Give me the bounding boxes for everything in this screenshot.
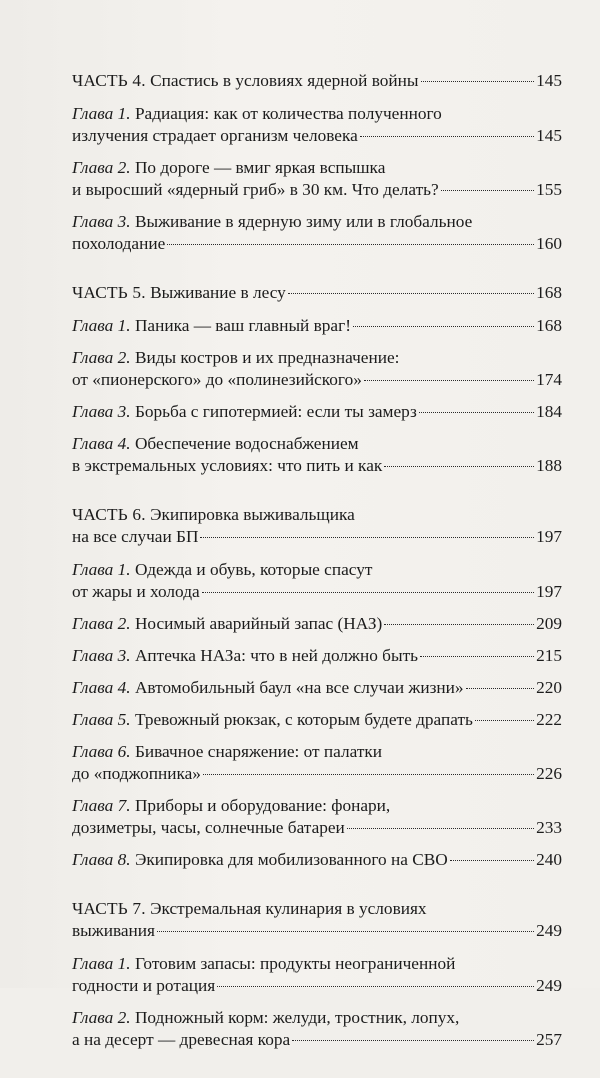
entry-line bbox=[72, 526, 562, 548]
chapter-entry bbox=[72, 347, 562, 391]
chapter-entry bbox=[72, 401, 562, 423]
entry-line bbox=[72, 849, 562, 871]
chapter-label: Глава 6. bbox=[72, 742, 131, 761]
entry-line bbox=[72, 677, 562, 699]
entry-title-text: Паника — ваш главный враг! bbox=[134, 316, 351, 335]
entry-text bbox=[72, 709, 473, 731]
chapter-label: Глава 3. bbox=[72, 402, 131, 421]
part-heading bbox=[72, 282, 562, 304]
entry-text bbox=[72, 504, 355, 526]
dot-leader bbox=[384, 466, 534, 467]
entry-line bbox=[72, 817, 562, 839]
entry-line bbox=[72, 1029, 562, 1051]
dot-leader bbox=[475, 720, 534, 721]
entry-title-text: в экстремальных условиях: что пить и как bbox=[72, 456, 383, 475]
entry-text bbox=[72, 975, 215, 997]
entry-title-text: от жары и холода bbox=[72, 582, 200, 601]
dot-leader bbox=[202, 592, 534, 593]
entry-title-text: Автомобильный баул «на все случаи жизни» bbox=[134, 678, 464, 697]
entry-line bbox=[72, 369, 562, 391]
entry-line bbox=[72, 953, 562, 975]
page-number: 184 bbox=[536, 402, 562, 421]
part-heading bbox=[72, 504, 562, 548]
entry-title-text: Носимый аварийный запас (НАЗ) bbox=[134, 614, 383, 633]
entry-title-text: Одежда и обувь, которые спасут bbox=[134, 560, 373, 579]
chapter-label: Глава 8. bbox=[72, 850, 131, 869]
page-number: 145 bbox=[536, 71, 562, 90]
entry-title-text: Готовим запасы: продукты неограниченной bbox=[134, 954, 456, 973]
entry-text bbox=[72, 645, 418, 667]
entry-text bbox=[72, 763, 201, 785]
entry-title-text: Аптечка НАЗа: что в ней должно быть bbox=[134, 646, 419, 665]
part-label: ЧАСТЬ 5. bbox=[72, 283, 146, 302]
entry-text bbox=[72, 613, 382, 635]
entry-line bbox=[72, 898, 562, 920]
page-number: 220 bbox=[536, 678, 562, 697]
entry-line bbox=[72, 559, 562, 581]
chapter-label: Глава 2. bbox=[72, 348, 131, 367]
chapter-label: Глава 2. bbox=[72, 1008, 131, 1027]
page-number: 145 bbox=[536, 126, 562, 145]
entry-title-text: на все случаи БП bbox=[72, 527, 199, 546]
page-number: 249 bbox=[536, 976, 562, 995]
entry-title-text: излучения страдает организм человека bbox=[72, 126, 358, 145]
page-number: 168 bbox=[536, 283, 562, 302]
dot-leader bbox=[441, 190, 534, 191]
entry-line bbox=[72, 581, 562, 603]
dot-leader bbox=[450, 860, 534, 861]
chapter-label: Глава 3. bbox=[72, 212, 131, 231]
entry-title-text: Обеспечение водоснабжением bbox=[134, 434, 359, 453]
chapter-label: Глава 1. bbox=[72, 104, 131, 123]
page-number: 209 bbox=[536, 614, 562, 633]
dot-leader bbox=[167, 244, 534, 245]
entry-text bbox=[72, 157, 385, 179]
page-number: 233 bbox=[536, 818, 562, 837]
entry-title-text: Тревожный рюкзак, с которым будете драпать bbox=[134, 710, 473, 729]
toc-part bbox=[72, 70, 562, 255]
toc-part bbox=[72, 898, 562, 1051]
entry-text bbox=[72, 1007, 459, 1029]
dot-leader bbox=[421, 81, 535, 82]
entry-title-text: годности и ротация bbox=[72, 976, 216, 995]
entry-title-text: Выживание в лесу bbox=[150, 283, 286, 302]
chapter-entry bbox=[72, 795, 562, 839]
entry-line bbox=[72, 709, 562, 731]
dot-leader bbox=[420, 656, 534, 657]
entry-text bbox=[72, 953, 455, 975]
entry-title-text: Бивачное снаряжение: от палатки bbox=[134, 742, 383, 761]
page-number: 222 bbox=[536, 710, 562, 729]
chapter-label: Глава 2. bbox=[72, 614, 131, 633]
chapter-entry bbox=[72, 953, 562, 997]
entry-line bbox=[72, 282, 562, 304]
chapter-entry bbox=[72, 559, 562, 603]
entry-text bbox=[72, 1029, 290, 1051]
entry-text bbox=[72, 315, 351, 337]
dot-leader bbox=[353, 326, 534, 327]
chapter-entry bbox=[72, 315, 562, 337]
chapter-entry bbox=[72, 433, 562, 477]
dot-leader bbox=[200, 537, 534, 538]
entry-line bbox=[72, 455, 562, 477]
entry-text bbox=[72, 70, 419, 92]
chapter-label: Глава 7. bbox=[72, 796, 131, 815]
entry-line bbox=[72, 315, 562, 337]
entry-title-text: и выросший «ядерный гриб» в 30 км. Что делать? bbox=[72, 180, 439, 199]
chapter-label: Глава 1. bbox=[72, 954, 131, 973]
part-label: ЧАСТЬ 4. bbox=[72, 71, 146, 90]
entry-line bbox=[72, 103, 562, 125]
page-number: 155 bbox=[536, 180, 562, 199]
chapter-label: Глава 5. bbox=[72, 710, 131, 729]
dot-leader bbox=[217, 986, 534, 987]
page-number: 249 bbox=[536, 921, 562, 940]
chapter-entry bbox=[72, 849, 562, 871]
chapter-entry bbox=[72, 613, 562, 635]
entry-text bbox=[72, 455, 382, 477]
page-number: 257 bbox=[536, 1030, 562, 1049]
chapter-entry bbox=[72, 645, 562, 667]
entry-title-text: дозиметры, часы, солнечные батареи bbox=[72, 818, 345, 837]
entry-title-text: выживания bbox=[72, 921, 156, 940]
entry-line bbox=[72, 504, 562, 526]
page-number: 168 bbox=[536, 316, 562, 335]
entry-line bbox=[72, 211, 562, 233]
entry-text bbox=[72, 817, 345, 839]
dot-leader bbox=[203, 774, 534, 775]
entry-text bbox=[72, 920, 155, 942]
entry-text bbox=[72, 677, 464, 699]
entry-text bbox=[72, 559, 372, 581]
toc-part bbox=[72, 504, 562, 871]
page-number: 197 bbox=[536, 582, 562, 601]
chapter-label: Глава 3. bbox=[72, 646, 131, 665]
dot-leader bbox=[419, 412, 534, 413]
entry-title-text: Виды костров и их предназначение: bbox=[134, 348, 400, 367]
entry-title-text: а на десерт — древесная кора bbox=[72, 1030, 291, 1049]
entry-text bbox=[72, 103, 442, 125]
entry-title-text: Экипировка для мобилизованного на СВО bbox=[134, 850, 448, 869]
entry-title-text: Экипировка выживальщика bbox=[150, 505, 355, 524]
entry-title-text: от «пионерского» до «полинезийского» bbox=[72, 370, 362, 389]
entry-title-text: По дороге — вмиг яркая вспышка bbox=[134, 158, 386, 177]
chapter-entry bbox=[72, 103, 562, 147]
entry-text bbox=[72, 347, 399, 369]
entry-text bbox=[72, 741, 382, 763]
chapter-entry bbox=[72, 211, 562, 255]
part-heading bbox=[72, 898, 562, 942]
entry-line bbox=[72, 795, 562, 817]
toc-part bbox=[72, 282, 562, 477]
entry-title-text: Экстремальная кулинария в условиях bbox=[150, 899, 427, 918]
entry-title-text: Приборы и оборудование: фонари, bbox=[134, 796, 391, 815]
chapter-label: Глава 1. bbox=[72, 560, 131, 579]
entry-text bbox=[72, 125, 358, 147]
dot-leader bbox=[288, 293, 534, 294]
chapter-label: Глава 1. bbox=[72, 316, 131, 335]
chapter-label: Глава 4. bbox=[72, 678, 131, 697]
entry-title-text: похолодание bbox=[72, 234, 166, 253]
entry-text bbox=[72, 211, 472, 233]
page-number: 160 bbox=[536, 234, 562, 253]
entry-line bbox=[72, 347, 562, 369]
entry-line bbox=[72, 975, 562, 997]
page-number: 188 bbox=[536, 456, 562, 475]
chapter-entry bbox=[72, 1007, 562, 1051]
entry-line bbox=[72, 125, 562, 147]
chapter-entry bbox=[72, 709, 562, 731]
dot-leader bbox=[360, 136, 534, 137]
page-number: 197 bbox=[536, 527, 562, 546]
chapter-entry bbox=[72, 677, 562, 699]
entry-line bbox=[72, 179, 562, 201]
entry-title-text: Выживание в ядерную зиму или в глобальное bbox=[134, 212, 473, 231]
entry-title-text: до «поджопника» bbox=[72, 764, 201, 783]
entry-title-text: Борьба с гипотермией: если ты замерз bbox=[134, 402, 417, 421]
entry-title-text: Подножный корм: желуди, тростник, лопух, bbox=[134, 1008, 460, 1027]
chapter-entry bbox=[72, 741, 562, 785]
entry-text bbox=[72, 795, 390, 817]
entry-line bbox=[72, 433, 562, 455]
page-number: 215 bbox=[536, 646, 562, 665]
entry-line bbox=[72, 613, 562, 635]
entry-line bbox=[72, 763, 562, 785]
entry-text bbox=[72, 581, 200, 603]
entry-text bbox=[72, 526, 198, 548]
entry-text bbox=[72, 369, 362, 391]
chapter-entry bbox=[72, 157, 562, 201]
part-heading bbox=[72, 70, 562, 92]
dot-leader bbox=[466, 688, 535, 689]
entry-text bbox=[72, 433, 359, 455]
part-label: ЧАСТЬ 6. bbox=[72, 505, 146, 524]
dot-leader bbox=[347, 828, 534, 829]
entry-line bbox=[72, 741, 562, 763]
entry-title-text: Спастись в условиях ядерной войны bbox=[150, 71, 419, 90]
entry-text bbox=[72, 179, 439, 201]
entry-line bbox=[72, 233, 562, 255]
entry-line bbox=[72, 1007, 562, 1029]
page-number: 174 bbox=[536, 370, 562, 389]
entry-text bbox=[72, 233, 165, 255]
entry-line bbox=[72, 645, 562, 667]
chapter-label: Глава 4. bbox=[72, 434, 131, 453]
entry-text bbox=[72, 849, 448, 871]
entry-line bbox=[72, 920, 562, 942]
entry-line bbox=[72, 70, 562, 92]
chapter-label: Глава 2. bbox=[72, 158, 131, 177]
part-label: ЧАСТЬ 7. bbox=[72, 899, 146, 918]
entry-line bbox=[72, 401, 562, 423]
entry-line bbox=[72, 157, 562, 179]
page-number: 240 bbox=[536, 850, 562, 869]
dot-leader bbox=[292, 1040, 534, 1041]
entry-title-text: Радиация: как от количества полученного bbox=[134, 104, 442, 123]
dot-leader bbox=[157, 931, 534, 932]
page-number: 226 bbox=[536, 764, 562, 783]
dot-leader bbox=[364, 380, 534, 381]
entry-text bbox=[72, 898, 427, 920]
dot-leader bbox=[384, 624, 534, 625]
table-of-contents bbox=[72, 70, 562, 1078]
entry-text bbox=[72, 401, 417, 423]
entry-text bbox=[72, 282, 286, 304]
